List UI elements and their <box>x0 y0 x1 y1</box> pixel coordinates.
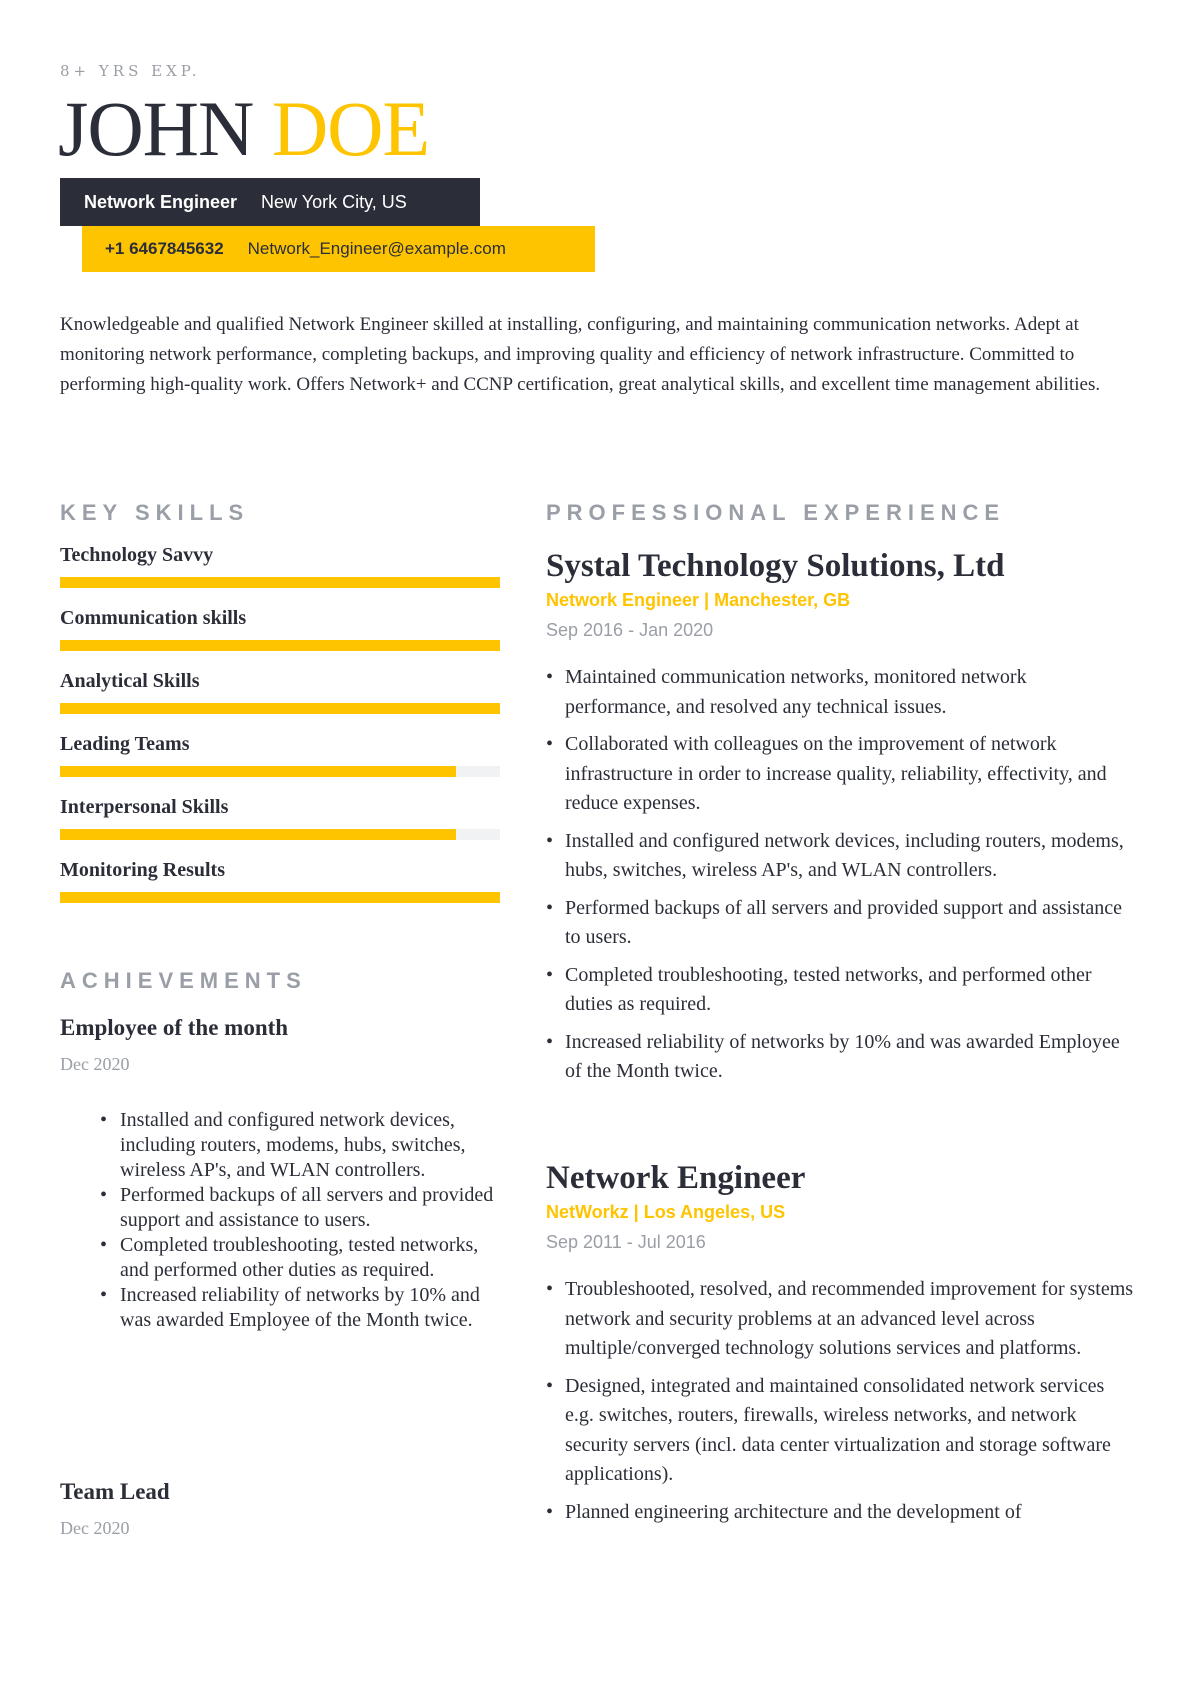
skill-name: Technology Savvy <box>60 544 214 566</box>
skill-bar-fill <box>60 703 500 714</box>
bullet-item: • Installed and configured network devices, including routers, modems, hubs, switches, wireless AP's, and WLAN controllers. <box>546 827 1136 886</box>
skill-bar <box>60 577 500 588</box>
bullet-item: • Planned engineering architecture and the development of <box>546 1498 1136 1528</box>
skill-name: Leading Teams <box>60 733 190 755</box>
bullet-item: • Increased reliability of networks by 10% and was awarded Employee of the Month twice. <box>546 1028 1136 1087</box>
first-name: JOHN <box>58 85 254 172</box>
job-bullets <box>546 1275 1136 1527</box>
achievement-item <box>60 1014 500 1333</box>
skill-bar-fill <box>60 829 456 840</box>
bullet-item: • Designed, integrated and maintained consolidated network services e.g. switches, routers, firewalls, wireless networks, and network security servers (incl. data center virtualization and storage software applications). <box>546 1372 1136 1490</box>
experience-heading: PROFESSIONAL EXPERIENCE <box>546 500 1006 525</box>
location: New York City, US <box>261 191 407 212</box>
bullet-item: • Increased reliability of networks by 10% and was awarded Employee of the Month twice. <box>100 1283 500 1333</box>
bullet-item: • Completed troubleshooting, tested networks, and performed other duties as required. <box>100 1233 500 1283</box>
experience-tag: 8+ YRS EXP. <box>60 62 201 80</box>
achievement-title: Team Lead <box>60 1479 170 1504</box>
key-skills-heading: KEY SKILLS <box>60 500 250 525</box>
achievements-heading: ACHIEVEMENTS <box>60 968 307 993</box>
skill-bar-fill <box>60 640 500 651</box>
skill-bar <box>60 892 500 903</box>
job-role: Network Engineer | Manchester, GB <box>546 590 851 610</box>
skill-item <box>60 794 500 857</box>
bullet-item: • Collaborated with colleagues on the improvement of network infrastructure in order to increase quality, reliability, effectivity, and reduce expenses. <box>546 730 1136 819</box>
achievement-item <box>60 1478 500 1539</box>
skill-item <box>60 605 500 668</box>
job-dates: Sep 2011 - Jul 2016 <box>546 1232 706 1252</box>
bullet-item: • Troubleshooted, resolved, and recommended improvement for systems network and security problems at an advanced level across multiple/converged technology solutions services and platforms. <box>546 1275 1136 1364</box>
job-role: NetWorkz | Los Angeles, US <box>546 1202 786 1222</box>
skill-name: Analytical Skills <box>60 670 200 692</box>
bullet-item: • Installed and configured network devices, including routers, modems, hubs, switches, wireless AP's, and WLAN controllers. <box>100 1108 500 1183</box>
skill-item <box>60 731 500 794</box>
skills-list <box>60 542 500 920</box>
phone: +1 6467845632 <box>105 239 224 258</box>
skill-bar-fill <box>60 892 500 903</box>
achievement-date: Dec 2020 <box>60 1054 130 1074</box>
summary: Knowledgeable and qualified Network Engineer skilled at installing, configuring, and maintaining communication networks. Adept at monitoring network performance, completing backups, and improving quality and efficiency of network infrastructure. Committed to performing high-quality work. Offers Network+ and CCNP certification, great analytical skills, and excellent time management abilities. <box>60 314 1101 395</box>
skill-bar <box>60 640 500 651</box>
job-company: Systal Technology Solutions, Ltd <box>546 548 1005 584</box>
skill-item <box>60 857 500 920</box>
email: Network_Engineer@example.com <box>247 239 506 258</box>
achievement-title: Employee of the month <box>60 1015 289 1040</box>
skill-bar-fill <box>60 577 500 588</box>
bullet-item: • Maintained communication networks, monitored network performance, and resolved any technical issues. <box>546 663 1136 722</box>
skill-bar <box>60 703 500 714</box>
skill-name: Monitoring Results <box>60 859 225 881</box>
full-name <box>58 85 430 172</box>
bullet-item: • Performed backups of all servers and provided support and assistance to users. <box>546 894 1136 953</box>
job-entry <box>546 1158 1136 1535</box>
skill-item <box>60 668 500 731</box>
contact-bar <box>82 226 595 272</box>
last-name: DOE <box>271 85 430 172</box>
skill-name: Interpersonal Skills <box>60 796 229 818</box>
achievement-date: Dec 2020 <box>60 1518 130 1538</box>
achievement-bullets <box>100 1108 500 1333</box>
job-entry <box>546 546 1136 1095</box>
job-bullets <box>546 663 1136 1087</box>
title-bar <box>60 178 480 226</box>
skill-bar <box>60 829 500 840</box>
skill-item <box>60 542 500 605</box>
bullet-item: • Performed backups of all servers and provided support and assistance to users. <box>100 1183 500 1233</box>
skill-bar-fill <box>60 766 456 777</box>
bullet-item: • Completed troubleshooting, tested networks, and performed other duties as required. <box>546 961 1136 1020</box>
skill-bar <box>60 766 500 777</box>
skill-name: Communication skills <box>60 607 247 629</box>
job-title: Network Engineer <box>84 191 238 212</box>
job-dates: Sep 2016 - Jan 2020 <box>546 620 714 640</box>
job-company: Network Engineer <box>546 1160 806 1196</box>
